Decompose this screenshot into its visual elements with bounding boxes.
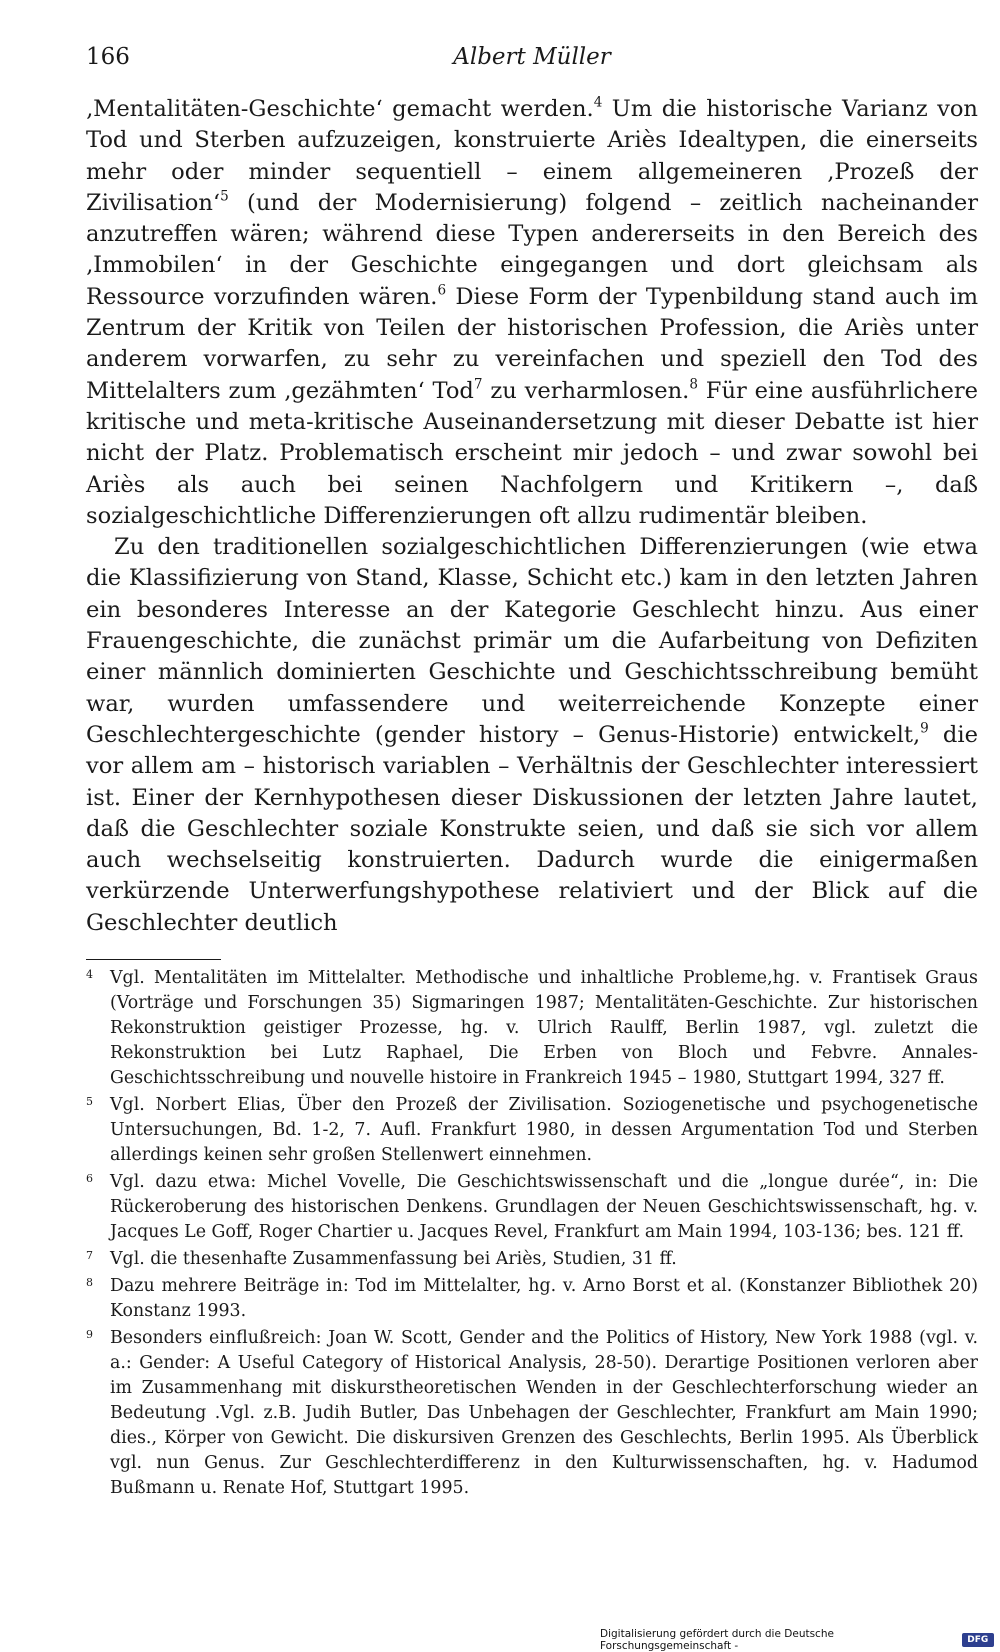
text-run: ‚Mentalitäten-Geschichte‘ gemacht werden. bbox=[86, 96, 594, 122]
footnote-text: Dazu mehrere Beiträge in: Tod im Mittelalter, hg. v. Arno Borst et al. (Konstanzer Bibliothek 20) Konstanz 1993. bbox=[110, 1276, 978, 1321]
footnotes bbox=[86, 966, 978, 1503]
footnote-text: Vgl. die thesenhafte Zusammenfassung bei Ariès, Studien, 31 ff. bbox=[110, 1249, 677, 1269]
footnote-9 bbox=[86, 1326, 978, 1501]
footnote-ref: 4 bbox=[593, 94, 603, 111]
text-run: Für eine ausführlichere kritische und meta-kritische Auseinandersetzung mit dieser Debatte ist hier nicht der Platz. Problematisch erscheint mir jedoch – und zwar sowohl bei Ariès als auch bei seinen Nachfolgern und Kritikern –, daß sozialgeschichtliche Differenzierungen oft allzu rudimentär bleiben. bbox=[86, 377, 979, 529]
text-run: die vor allem am – historisch variablen – Verhältnis der Geschlechter interessiert ist. Einer der Kernhypothesen dieser Diskussionen der letzten Jahre lautet, daß die Geschlechter soziale Konstrukte seien, und daß sie sich vor allem auch wechselseitig konstruierten. Dadurch wurde die einigermaßen verkürzende Unterwerfungshypothese relativiert und der Blick auf die Geschlechter deutlich bbox=[86, 721, 978, 936]
footnote-number: 7 bbox=[86, 1249, 93, 1262]
footnote-number: 5 bbox=[86, 1095, 93, 1108]
text-run: Diese Form der Typenbildung stand auch im Zentrum der Kritik von Teilen der historischen Profession, die Ariès unter anderem vorwarfen, zu sehr zu vereinfachen und speziell den Tod des Mittelalters zum ‚gezähmten‘ Tod bbox=[86, 283, 978, 404]
text-run: (und der Modernisierung) folgend – zeitlich nacheinander anzutreffen wären; während diese Typen andererseits in den Bereich des ‚Immobilen‘ in der Geschichte eingegangen und dort gleichsam als Ressource vorzufinden wären. bbox=[86, 189, 978, 310]
footnote-ref: 9 bbox=[920, 720, 929, 737]
running-head-author: Albert Müller bbox=[453, 44, 611, 70]
text-run: zu verharmlosen. bbox=[482, 377, 690, 404]
footnote-text: Besonders einflußreich: Joan W. Scott, Gender and the Politics of History, New York 1988 (vgl. v. a.: Gender: A Useful Category of Historical Analysis, 28-50). Derartige Positionen verloren aber im Zusammenhang mit diskurstheoretischen Wenden in der Geschlechterforschung wieder an Bedeutung .Vgl. z.B. Judih Butler, Das Unbehagen der Geschlechter, Frankfurt am Main 1990; dies., Körper von Gewicht. Die diskursiven Grenzen des Geschlechts, Berlin 1995. Als Überblick vgl. nun Genus. Zur Geschlechterdifferenz in den Kulturwissenschaften, hg. v. Hadumod Bußmann u. Renate Hof, Stuttgart 1995. bbox=[110, 1328, 978, 1498]
footnote-number: 9 bbox=[86, 1328, 93, 1341]
footnote-text: Vgl. dazu etwa: Michel Vovelle, Die Geschichtswissenschaft und die „longue durée“, in: Die Rückeroberung des historischen Denkens. Grundlagen der Neuen Geschichtswissenschaft, hg. v. Jacques Le Goff, Roger Chartier u. Jacques Revel, Frankfurt am Main 1994, 103-136; bes. 121 ff. bbox=[110, 1172, 978, 1242]
text-run: Um die historische Varianz von Tod und Sterben aufzuzeigen, konstruierte Ariès Idealtypen, die einerseits mehr oder minder sequentiell – einem allgemeineren ‚Prozeß der Zivilisation‘ bbox=[86, 96, 978, 216]
page-number: 166 bbox=[86, 44, 130, 70]
footnote-number: 8 bbox=[86, 1276, 93, 1289]
footnote-5 bbox=[86, 1093, 978, 1168]
footnote-text: Vgl. Norbert Elias, Über den Prozeß der Zivilisation. Soziogenetische und psychogenetische Untersuchungen, Bd. 1-2, 7. Aufl. Frankfurt 1980, in dessen Argumentation Tod und Sterben allerdings keinen sehr großen Stellenwert einnehmen. bbox=[110, 1095, 978, 1165]
footnote-8 bbox=[86, 1274, 978, 1324]
footnote-ref: 7 bbox=[473, 376, 483, 393]
main-text bbox=[86, 94, 978, 939]
page-header bbox=[86, 44, 978, 80]
footnote-text: Vgl. Mentalitäten im Mittelalter. Methodische und inhaltliche Probleme,hg. v. Frantisek Graus (Vorträge und Forschungen 35) Sigmaringen 1987; Mentalitäten-Geschichte. Zur historischen Rekonstruktion geistiger Prozesse, hg. v. Ulrich Raulff, Berlin 1987, vgl. zuletzt die Rekonstruktion bei Lutz Raphael, Die Erben von Bloch und Febvre. Annales-Geschichtsschreibung und nouvelle histoire in Frankreich 1945 – 1980, Stuttgart 1994, 327 ff. bbox=[110, 968, 978, 1088]
digitization-credit bbox=[600, 1629, 1000, 1651]
footnote-number: 4 bbox=[86, 968, 93, 981]
dfg-logo-icon: DFG bbox=[962, 1633, 994, 1647]
footnote-ref: 5 bbox=[220, 188, 229, 205]
text-run: Zu den traditionellen sozialgeschichtlichen Differenzierungen (wie etwa die Klassifizierung von Stand, Klasse, Schicht etc.) kam in den letzten Jahren ein besonderes Interesse an der Kategorie Geschlecht hinzu. Aus einer Frauengeschichte, die zunächst primär um die Aufarbeitung von Defiziten einer männlich dominierten Geschichte und Geschichtsschreibung bemüht war, wurden umfassendere und weiterreichende Konzepte einer Geschlechtergeschichte (gender history – Genus-Historie) entwickelt, bbox=[86, 534, 978, 748]
footnote-ref: 8 bbox=[689, 376, 698, 393]
paragraph-2 bbox=[86, 532, 978, 939]
footnote-6 bbox=[86, 1170, 978, 1245]
footnote-4 bbox=[86, 966, 978, 1091]
footnote-number: 6 bbox=[86, 1172, 93, 1185]
footnote-ref: 6 bbox=[437, 282, 447, 299]
footnote-separator bbox=[86, 959, 221, 960]
paragraph-1 bbox=[86, 94, 978, 532]
credit-text: Digitalisierung gefördert durch die Deutsche Forschungsgemeinschaft - bbox=[600, 1628, 834, 1652]
footnote-7 bbox=[86, 1247, 978, 1272]
